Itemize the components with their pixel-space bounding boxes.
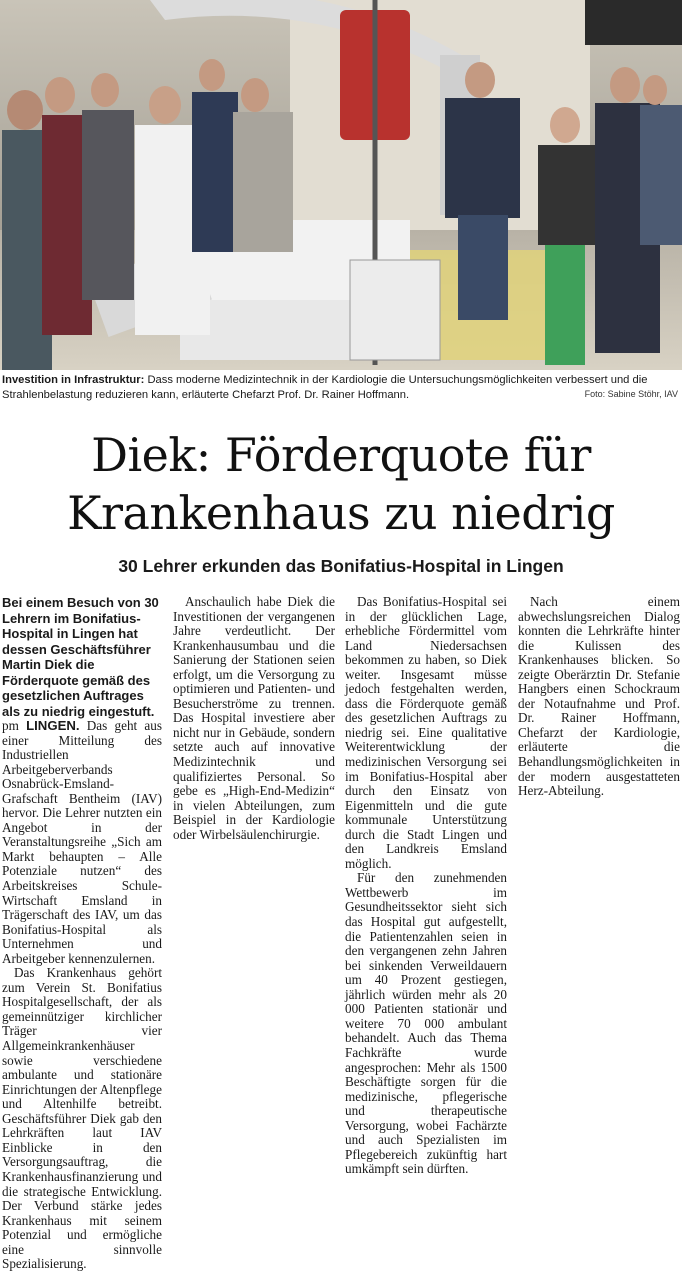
paragraph-6: Nach einem abwechslungsreichen Dialog konnten die Lehrkräfte hinter die Kulissen des Krankenhauses blicken. So zeigte Oberärztin Dr. Stefanie Hangbers einen Schockraum der Notaufnahme und Prof. Dr. Rainer Hoffmann, Chefarzt der Kardiologie, erläuterte die Behandlungsmöglichkeiten in der modern ausgestatteten Herz-Abteilung.: [518, 594, 680, 799]
paragraph-5: Für den zunehmenden Wettbewerb im Gesundheitssektor sieht sich das Hospital gut aufgestellt, die Patientenzahlen seien in den vergangenen zehn Jahren bei sinkenden Verweildauern um 40 Prozent gestiegen, jährlich würden mehr als 20 000 Patienten stationär und weitere 70 000 ambulant behandelt. Auch das Thema Fachkräfte wurde angesprochen: Mehr als 1500 Beschäftigte sorgen für die medizinische, pflegerische und therapeutische Versorgung, wobei Fachärzte und auch Spezialisten im Pflegebereich zukünftig hart umkämpft sein dürften.: [345, 870, 507, 1177]
column-4: [518, 595, 680, 799]
paragraph-2: Das Krankenhaus gehört zum Verein St. Bonifatius Hospitalgesellschaft, der als gemeinnütziger kirchlicher Träger vier Allgemeinkrankenhäuser sowie verschiedene ambulante und stationäre Einrichtungen der Altenpflege und Altenhilfe betreibt. Geschäftsführer Diek gab den Lehrkräften laut IAV Einblicke in den Versorgungsauftrag, die Krankenhausfinanzierung und die strategische Entwicklung. Der Verbund stärke jedes Krankenhaus mit seinem Potenzial und ermögliche eine sinnvolle Spezialisierung.: [2, 965, 162, 1272]
headline-line-1: Diek: Förderquote für: [91, 428, 591, 482]
column-2: [173, 595, 335, 842]
headline-line-2: Krankenhaus zu niedrig: [67, 486, 615, 540]
paragraph-3: Anschaulich habe Diek die Investitionen der vergangenen Jahre verdeutlicht. Der Krankenhausumbau und die Sanierung der Stationen seien erfolgt, um die Versorgung zu optimieren und Patienten- und Besucherströme zu trennen. Das Hospital investiere aber nicht nur in Gebäude, sondern setzte auch auf innovative Medizintechnik und qualifiziertes Personal. So gebe es „High-End-Medizin“ in vielen Abteilungen, zum Beispiel in der Kardiologie oder Wirbelsäulenchirurgie.: [173, 594, 335, 842]
article-photo: [0, 0, 682, 370]
paragraph-1-text: Das geht aus einer Mitteilung des Industriellen Arbeitgeberverbands Osnabrück-Emsland-Grafschaft Bentheim (IAV) hervor. Die Lehrer nutzten ein Angebot in der Veranstaltungsreihe „Sich am Markt behaupten – Alle Potenziale nutzen“ des Arbeitskreises Schule-Wirtschaft Emsland in Trägerschaft des IAV, um das Bonifatius-Hospital als Unternehmen und Arbeitgeber kennenzulernen.: [2, 718, 162, 966]
photo-credit: Foto: Sabine Stöhr, IAV: [584, 389, 678, 399]
headline: [0, 426, 682, 542]
column-3: [345, 595, 507, 1177]
column-1: [2, 595, 162, 1272]
paragraph-4: Das Bonifatius-Hospital sei in der glücklichen Lage, erhebliche Fördermittel vom Land Niedersachsen bekommen zu haben, so Diek weiter. Insgesamt müsse jedoch festgehalten werden, dass die Förderquote gemäß des gesetzlichen Auftrags zu niedrig sei. Eine qualitative Weiterentwicklung der medizinischen Versorgung sei im Bonifatius-Hospital aber durch den Einsatz von Eigenmitteln und die gute kommunale Unterstützung durch die Stadt Lingen und den Landkreis Emsland möglich.: [345, 594, 507, 871]
lead-paragraph: Bei einem Besuch von 30 Lehrern im Bonifatius-Hospital in Lingen hat dessen Geschäftsführer Martin Diek die Förderquote gemäß des gesetzlichen Auftrages als zu niedrig eingestuft.: [2, 595, 159, 719]
author-tag: pm: [2, 718, 19, 733]
subheadline: 30 Lehrer erkunden das Bonifatius-Hospital in Lingen: [118, 556, 564, 576]
caption-lead: Investition in Infrastruktur:: [2, 374, 145, 386]
dateline: LINGEN.: [26, 718, 80, 733]
caption-text: Dass moderne Medizintechnik in der Kardiologie die Untersuchungsmöglichkeiten verbessert und die Strahlenbelastung reduzieren kann, erläuterte Chefarzt Prof. Dr. Rainer Hoffmann.: [2, 374, 648, 401]
paragraph-1: [2, 719, 162, 966]
photo-caption: [2, 373, 680, 403]
